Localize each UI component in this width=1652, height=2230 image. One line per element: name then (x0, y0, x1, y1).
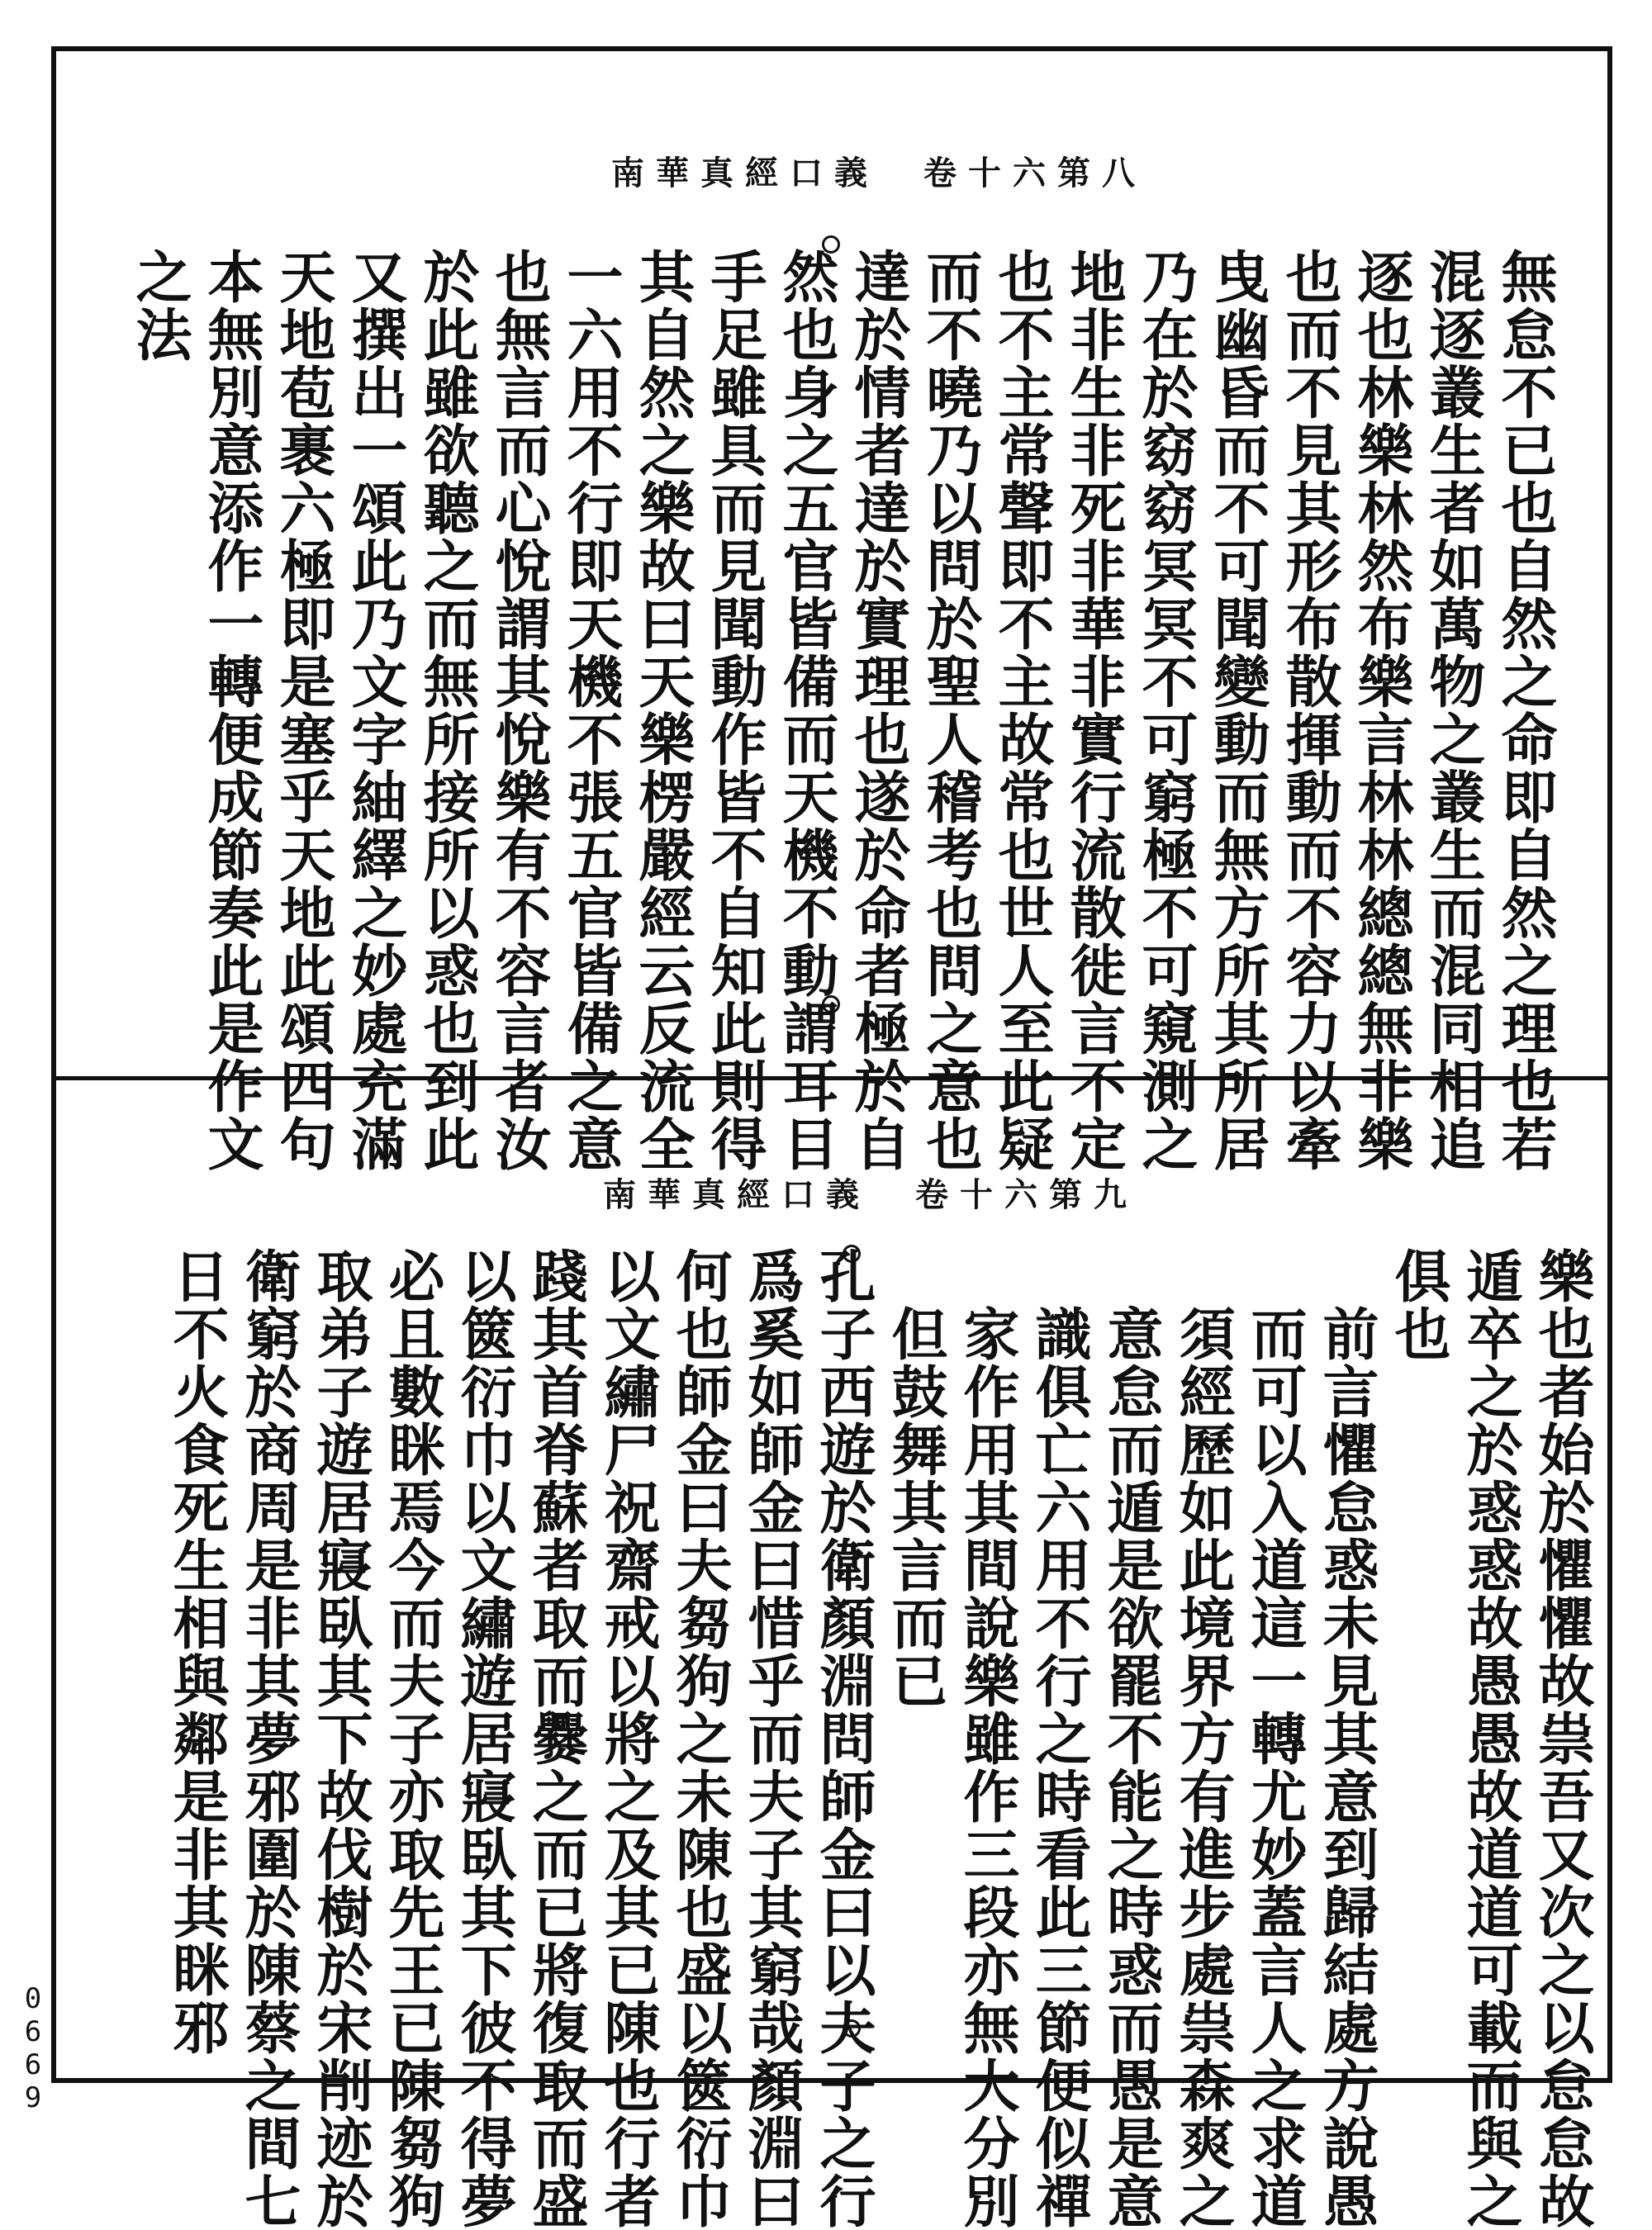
circle-marker (843, 1245, 861, 1263)
text-column: 家作用其間說樂雖作三段亦無大分別 (954, 1305, 1020, 2230)
text-column: 識俱亡六用不行之時看此三節便似禪 (1026, 1305, 1092, 2230)
text-column: 達於情者達於實理也遂於命者極於自 (845, 248, 911, 1173)
lower-running-head: 南華真經口義 卷十六第九 (603, 1175, 1138, 1214)
text-column: 其自然之樂故曰天樂楞嚴經云反流全 (629, 248, 695, 1173)
text-column: 衛窮於商周是非其夢邪圍於陳蔡之間七 (235, 1247, 301, 2230)
text-column: 然也身之五官皆備而天機不動謂耳目 (773, 248, 839, 1173)
text-column: 而可以入道這一轉尤妙蓋言人之求道 (1241, 1305, 1308, 2230)
text-column: 踐其首脊蘇者取而爨之而已將復取而盛 (523, 1247, 589, 2230)
text-column: 樂也者始於懼懼故祟吾又次之以怠怠故 (1529, 1247, 1595, 2230)
text-column: 何也師金曰夫芻狗之未陳也盛以篋衍巾 (667, 1247, 733, 2230)
circle-marker (822, 235, 840, 254)
text-column: 而不曉乃以問於聖人稽考也問之意也 (917, 248, 983, 1173)
text-column: 日不火食死生相與鄰是非其眯邪 (164, 1247, 230, 2057)
text-column: 曳幽昏而不可聞變動而無方所其所居 (1204, 248, 1270, 1173)
circle-marker (843, 2019, 861, 2038)
text-column: 但鼓舞其言而已 (882, 1305, 948, 1710)
text-column: 須經歷如此境界方有進步處祟森爽之 (1170, 1305, 1236, 2230)
text-column: 以文繡尸祝齋戒以將之及其已陳也行者 (595, 1247, 661, 2230)
circle-marker (822, 995, 840, 1013)
text-column: 混逐叢生者如萬物之叢生而混同相追 (1420, 248, 1486, 1173)
text-column: 之法 (126, 248, 192, 363)
text-column: 也無言而心悅謂其悅樂有不容言者汝 (486, 248, 552, 1173)
text-column: 必且數眯焉今而夫子亦取先王已陳芻狗 (379, 1247, 445, 2230)
upper-running-head: 南華真經口義 卷十六第八 (611, 154, 1146, 192)
text-column: 又撰出一頌此乃文字紬繹之妙處充滿 (342, 248, 408, 1173)
page-number: 0669 (17, 1982, 50, 2114)
text-column: 手足雖具而見聞動作皆不自知此則得 (701, 248, 767, 1173)
text-column: 以篋衍巾以文繡遊居寢臥其下彼不得夢 (451, 1247, 517, 2230)
text-column: 遁卒之於惑惑故愚愚故道道可載而與之 (1457, 1247, 1523, 2230)
text-column: 也不主常聲即不主故常也世人至此疑 (989, 248, 1055, 1173)
text-column: 天地苞裹六極即是塞乎天地此頌四句 (270, 248, 336, 1173)
text-column: 於此雖欲聽之而無所接所以惑也到此 (414, 248, 480, 1173)
text-column: 地非生非死非華非實行流散徙言不定 (1061, 248, 1127, 1173)
text-column: 意怠而遁是欲罷不能之時惑而愚是意 (1098, 1305, 1164, 2230)
text-column: 本無別意添作一轉便成節奏此是作文 (198, 248, 264, 1173)
text-column: 無怠不已也自然之命即自然之理也若 (1492, 248, 1558, 1173)
text-column: 一六用不行即天機不張五官皆備之意 (558, 248, 624, 1173)
text-column: 乃在於窈窈冥冥不可窮極不可窺測之 (1132, 248, 1199, 1173)
text-column: 前言懼怠惑未見其意到歸結處方說愚 (1313, 1305, 1379, 2230)
text-column: 爲奚如師金曰惜乎而夫子其窮哉顏淵曰 (738, 1247, 805, 2230)
text-column: 逐也林樂林然布樂言林林總總無非樂 (1348, 248, 1414, 1173)
text-column: 取弟子遊居寢臥其下故伐樹於宋削迹於 (307, 1247, 373, 2230)
text-column: 也而不見其形布散揮動而不容力以牽 (1276, 248, 1342, 1173)
text-column: 俱也 (1385, 1247, 1451, 1363)
text-column: 孔子西遊於衛顏淵問師金曰以夫子之行 (810, 1247, 876, 2230)
